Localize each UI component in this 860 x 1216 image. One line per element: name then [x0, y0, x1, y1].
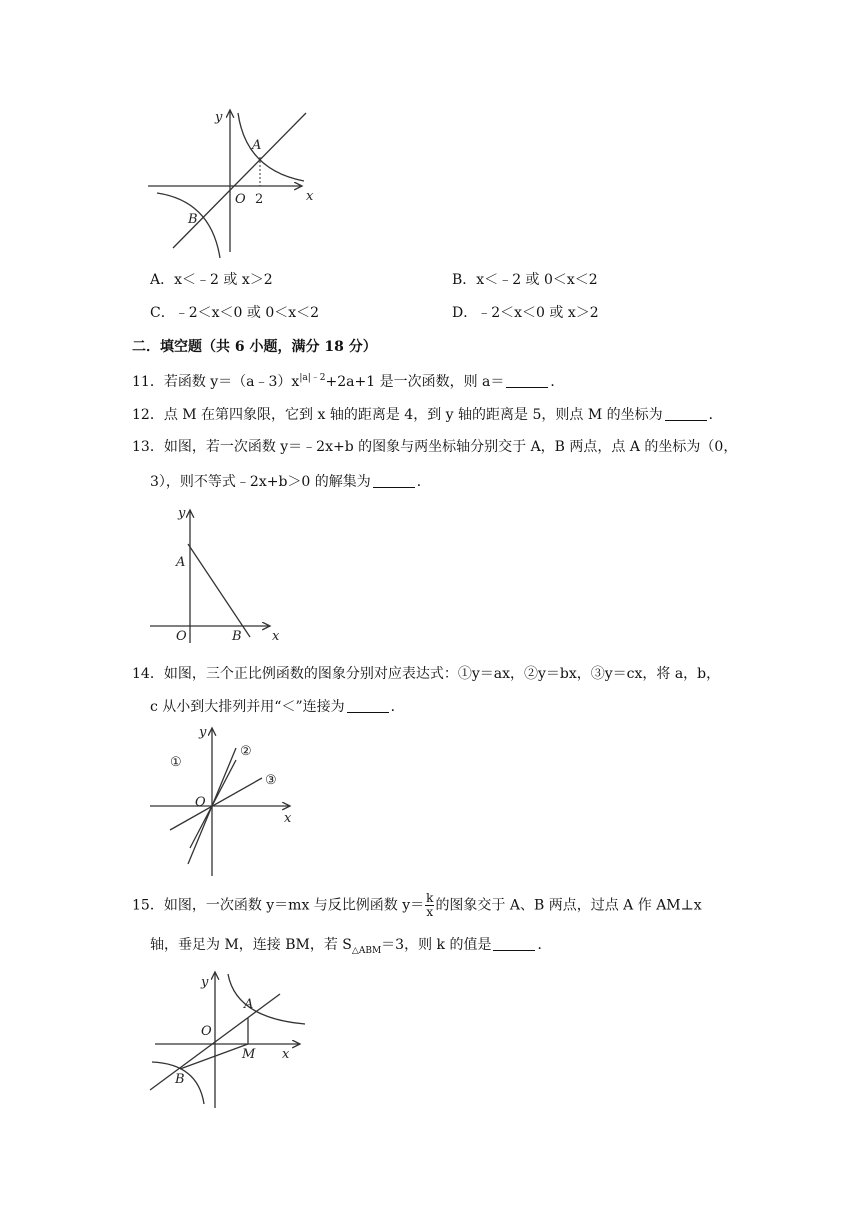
fraction-numerator: k — [426, 891, 434, 905]
point-a-label: A — [244, 997, 254, 1012]
q13-graph — [150, 506, 280, 644]
point-b-label: B — [175, 1072, 185, 1087]
line-1-label: ① — [170, 755, 182, 770]
q15-line2b: ＝3，则 k 的值是 — [381, 937, 492, 953]
answer-blank[interactable] — [347, 698, 389, 713]
option-key: D． — [452, 305, 478, 321]
q14-end: ． — [390, 699, 405, 715]
q10-option-c — [150, 303, 319, 323]
hyperbola-branch-1 — [238, 113, 304, 181]
answer-blank[interactable] — [373, 473, 415, 488]
q12 — [132, 405, 723, 425]
q13-line2-text: 3），则不等式﹣2x+b＞0 的解集为 — [150, 474, 371, 490]
q11-exponent: |a|﹣2 — [299, 373, 326, 383]
option-text: ﹣2＜x＜0 或 0＜x＜2 — [174, 305, 320, 321]
y-label: y — [199, 725, 207, 740]
fraction-denominator: x — [426, 905, 434, 919]
origin-label: O — [176, 629, 187, 644]
q10-option-d — [452, 303, 599, 323]
answer-blank[interactable] — [493, 936, 535, 951]
hyperbola-branch-1 — [228, 974, 305, 1024]
point-b-label: B — [232, 629, 242, 644]
q15-end: ． — [537, 937, 552, 953]
q15-area-subscript: △ABM — [351, 945, 382, 956]
option-key: C． — [150, 305, 175, 321]
y-label: y — [201, 975, 209, 990]
q11-part2: +2a+1 是一次函数，则 a＝ — [325, 374, 505, 390]
q14-graph — [150, 725, 292, 876]
q14-line1: 14．如图，三个正比例函数的图象分别对应表达式：①y＝ax，②y＝bx，③y＝cx，将 a，b， — [132, 666, 721, 682]
x-label: x — [282, 1047, 290, 1062]
x-label: x — [284, 811, 292, 826]
point-m-label: M — [242, 1047, 256, 1062]
q11-part1: 11．若函数 y＝（a﹣3）x — [132, 374, 300, 390]
q15-line2a: 轴，垂足为 M，连接 BM，若 S — [150, 937, 352, 953]
q12-text: 12．点 M 在第四象限，它到 x 轴的距离是 4，到 y 轴的距离是 5，则点 M 的坐标为 — [132, 407, 663, 423]
q10-graph — [148, 110, 314, 258]
answer-blank[interactable] — [665, 406, 707, 421]
q11-end: ． — [550, 374, 565, 390]
fraction-k-over-x — [425, 892, 434, 919]
y-label: y — [215, 110, 223, 125]
q14-line2 — [150, 697, 405, 717]
q15-graph — [150, 972, 305, 1108]
bm-segment — [180, 1044, 248, 1069]
option-text: x＜﹣2 或 x＞2 — [174, 272, 273, 288]
tick-2-label: 2 — [255, 192, 264, 207]
q14-line2-text: c 从小到大排列并用“＜”连接为 — [150, 699, 345, 715]
line-3 — [170, 778, 262, 830]
option-text: x＜﹣2 或 0＜x＜2 — [476, 272, 598, 288]
y-label: y — [178, 506, 186, 521]
option-key: A． — [150, 272, 175, 288]
point-b-label: B — [188, 212, 198, 227]
q13-line1: 13．如图，若一次函数 y＝﹣2x+b 的图象与两坐标轴分别交于 A，B 两点，点 A 的坐标为（0， — [132, 439, 738, 455]
origin-label: O — [201, 1024, 212, 1039]
q15-line2 — [150, 935, 551, 961]
linear-line — [173, 113, 306, 248]
answer-blank[interactable] — [506, 373, 548, 388]
section-title: 二．填空题（共 6 小题，满分 18 分） — [132, 339, 377, 355]
option-key: B． — [452, 272, 477, 288]
option-text: ﹣2＜x＜0 或 x＞2 — [477, 305, 599, 321]
x-label: x — [306, 189, 314, 204]
q15-part2: 的图象交于 A、B 两点，过点 A 作 AM⊥x — [435, 897, 702, 914]
line-2-label: ② — [240, 744, 252, 759]
linear-line — [188, 544, 250, 637]
q13-line2 — [150, 472, 431, 492]
origin-label: O — [235, 192, 246, 207]
q15-part1: 15．如图，一次函数 y＝mx 与反比例函数 y＝ — [132, 897, 425, 914]
q10-option-a — [150, 270, 273, 290]
x-label: x — [272, 629, 280, 644]
q15-line1 — [132, 892, 702, 919]
line-3-label: ③ — [265, 773, 277, 788]
q10-option-b — [452, 270, 598, 290]
q12-end: ． — [708, 407, 723, 423]
q13-end: ． — [416, 474, 431, 490]
q11 — [132, 368, 564, 392]
point-a-label: A — [176, 555, 186, 570]
origin-label: O — [195, 795, 206, 810]
point-a-label: A — [252, 138, 262, 153]
